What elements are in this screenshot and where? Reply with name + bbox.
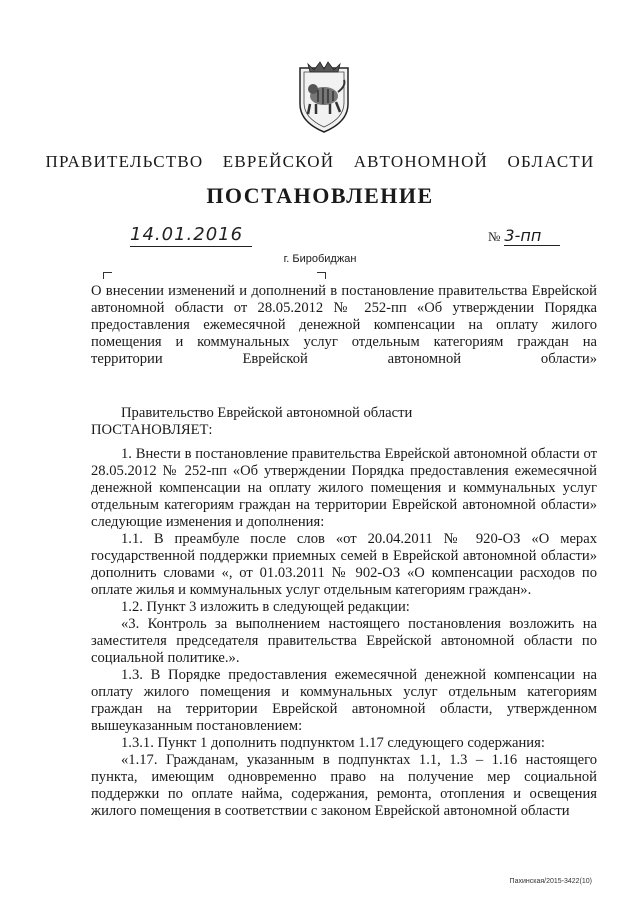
paragraph-quote-3: «3. Контроль за выполнением настоящего постановления возложить на заместителя председателя правительства Еврейской автономной области по социальной политике.».: [91, 616, 597, 666]
preamble-line-1: Правительство Еврейской автономной области: [121, 405, 413, 421]
city-line: г. Биробиджан: [283, 253, 357, 265]
paragraph-1: 1. Внести в постановление правительства Еврейской автономной области от 28.05.2012 № 252-пп «Об утверждении Порядка предоставления ежемесячной денежной компенсации на оплату жилого помещения и коммунальных услуг отдельным категориям граждан на территории Еврейской автономной области» следующие изменения и дополнения:: [91, 446, 597, 530]
document-number: [488, 226, 560, 248]
footer-reference: Пахинская/2015-3422(10): [509, 878, 592, 885]
document-date: 14.01.2016: [130, 224, 250, 248]
paragraph-quote-1-17: «1.17. Гражданам, указанным в подпунктах 1.1, 1.3 – 1.16 настоящего пункта, имеющим одновременно право на получение мер социальной поддержки по оплате найма, содержания, ремонта, отопления и освещения жилого помещения в соответствии с законом Еврейской автономной области: [91, 752, 597, 819]
bracket-left: [103, 272, 112, 279]
document-subject: О внесении изменений и дополнений в постановление правительства Еврейской автономной области от 28.05.2012 № 252-пп «Об утверждении Порядка предоставления ежемесячной денежной компенсации на оплату жилого помещения и коммунальных услуг отдельным категориям граждан на территории Еврейской автономной области»: [91, 283, 597, 367]
paragraph-1-1: 1.1. В преамбуле после слов «от 20.04.2011 № 920-ОЗ «О мерах государственной поддержки приемных семей в Еврейской автономной области» дополнить словами «, от 01.03.2011 № 902-ОЗ «О компенсации расходов по оплате жилья и коммунальных услуг отдельным категориям граждан».: [91, 531, 597, 598]
bracket-right: [317, 272, 326, 279]
paragraph-1-2: 1.2. Пункт 3 изложить в следующей редакции:: [121, 599, 410, 615]
paragraph-1-3-1: 1.3.1. Пункт 1 дополнить подпунктом 1.17 следующего содержания:: [121, 735, 545, 751]
number-value: 3-пп: [504, 226, 560, 246]
preamble: [91, 405, 597, 439]
document-type-heading: ПОСТАНОВЛЕНИЕ: [206, 183, 434, 208]
number-label: №: [488, 229, 501, 244]
preamble-line-2: ПОСТАНОВЛЯЕТ:: [91, 422, 213, 438]
paragraph-1-3: 1.3. В Порядке предоставления ежемесячной денежной компенсации на оплату жилого помещения и коммунальных услуг отдельным категориям граждан на территории Еврейской автономной области, утвержденном вышеуказанным постановлением:: [91, 667, 597, 734]
government-title: ПРАВИТЕЛЬСТВО ЕВРЕЙСКОЙ АВТОНОМНОЙ ОБЛАСТИ: [45, 152, 595, 171]
body-paragraphs: [91, 446, 597, 820]
coat-of-arms-emblem: [294, 60, 354, 136]
